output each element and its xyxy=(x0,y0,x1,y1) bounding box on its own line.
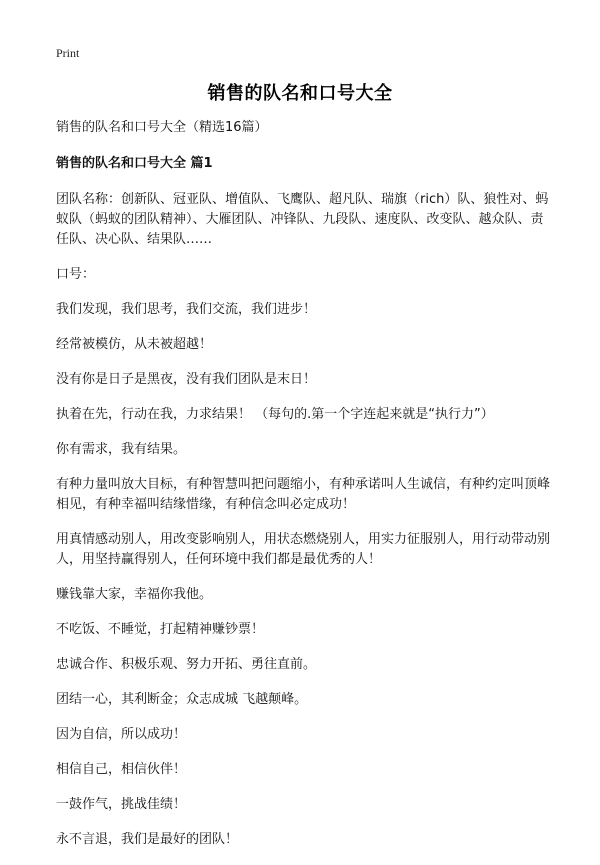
document-body xyxy=(56,118,552,865)
paragraph-slogan: 忠诚合作、积极乐观、努力开拓、勇往直前。 xyxy=(56,657,317,672)
paragraph-slogan: 赚钱靠大家，幸福你我他。 xyxy=(56,587,213,602)
paragraph-slogan: 执着在先，行动在我，力求结果！ （每句的.第一个字连起来就是“执行力”） xyxy=(56,407,494,422)
paragraph-slogan: 不吃饭、不睡觉，打起精神赚钞票！ xyxy=(56,622,265,637)
paragraph-slogan: 经常被模仿，从未被超越！ xyxy=(56,337,213,352)
document-subtitle: 销售的队名和口号大全（精选16篇） xyxy=(56,120,268,135)
paragraph-slogan: 因为自信，所以成功！ xyxy=(56,727,187,742)
paragraph-slogan: 用真情感动别人，用改变影响别人，用状态燃烧别人，用实力征服别人，用行动带动别人，用坚持赢得别人，任何环境中我们都是最优秀的人！ xyxy=(56,532,551,567)
paragraph-slogan-label: 口号： xyxy=(56,267,96,282)
paragraph-slogan: 团结一心，其利断金；众志成城 飞越颠峰。 xyxy=(56,692,308,707)
paragraph-slogan: 你有需求，我有结果。 xyxy=(56,442,187,457)
section-heading: 销售的队名和口号大全 篇1 xyxy=(56,156,213,171)
page-title: 销售的队名和口号大全 xyxy=(207,83,393,104)
paragraph-slogan: 一鼓作气，挑战佳绩！ xyxy=(56,797,187,812)
paragraph-slogan: 我们发现，我们思考，我们交流，我们进步！ xyxy=(56,302,317,317)
paragraph-team-names: 团队名称：创新队、冠亚队、增值队、飞鹰队、超凡队、瑞旗（rich）队、狼性对、蚂蚁队（蚂蚁的团队精神）、大雁团队、冲锋队、九段队、速度队、改变队、越众队、责任队、决心队、结果队…… xyxy=(56,192,549,247)
paragraph-slogan: 有种力量叫放大目标，有种智慧叫把问题缩小，有种承诺叫人生诚信，有种约定叫顶峰相见，有种幸福叫结缘惜缘，有种信念叫必定成功！ xyxy=(56,477,551,512)
paragraph-slogan: 永不言退，我们是最好的团队！ xyxy=(56,832,239,847)
paragraph-slogan: 相信自己，相信伙伴！ xyxy=(56,762,187,777)
print-label: Print xyxy=(56,46,80,60)
paragraph-slogan: 没有你是日子是黑夜，没有我们团队是末日！ xyxy=(56,372,317,387)
